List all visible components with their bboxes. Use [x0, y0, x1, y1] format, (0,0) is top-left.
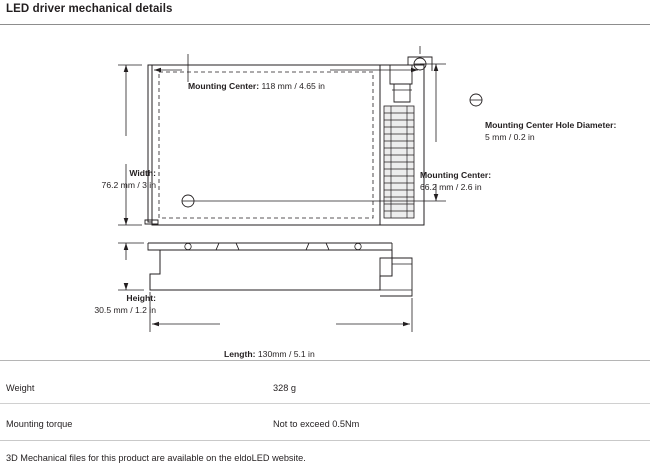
dim-label-hole-diameter — [485, 119, 616, 143]
side-view-hole-left — [185, 243, 191, 249]
mechanical-drawing — [0, 24, 650, 360]
dim-length — [150, 292, 412, 332]
dim-label-width — [100, 167, 156, 191]
dim-label-height-value: 30.5 mm / 1.2 in — [94, 305, 156, 315]
side-view-hole-right — [355, 243, 361, 249]
dim-label-mounting-center-top-value: 118 mm / 4.65 in — [261, 81, 325, 91]
dim-label-mounting-center-right-key: Mounting Center: — [420, 170, 492, 180]
dim-width — [118, 65, 142, 225]
dim-label-length — [224, 348, 315, 360]
dim-label-mounting-center-right — [420, 169, 491, 193]
spec-value: Not to exceed 0.5Nm — [273, 419, 360, 429]
dim-label-length-value: 130mm / 5.1 in — [257, 349, 315, 359]
dim-label-hole-diameter-key: Mounting Center Hole Diameter: — [485, 120, 617, 130]
dim-label-mounting-center-right-value: 66.2 mm / 2.6 in — [420, 182, 482, 192]
top-connector-neck — [394, 84, 410, 102]
side-view-boss-1 — [216, 243, 239, 250]
dim-label-hole-diameter-value: 5 mm / 0.2 in — [485, 132, 535, 142]
side-view-profile — [150, 250, 392, 290]
flange-left — [148, 65, 152, 222]
dim-label-height — [94, 292, 156, 316]
spec-table-top-divider — [0, 360, 650, 361]
spec-row-divider-1 — [0, 403, 650, 404]
footnote: 3D Mechanical files for this product are available on the eldoLED website. — [6, 453, 306, 463]
spec-row-divider-2 — [0, 440, 650, 441]
spec-key: Mounting torque — [6, 419, 73, 429]
dim-label-length-key: Length: — [224, 349, 256, 359]
dim-label-mounting-center-top — [188, 80, 325, 92]
dim-label-width-key: Width: — [129, 168, 156, 178]
dim-height — [118, 243, 144, 290]
dim-label-mounting-center-top-key: Mounting Center: — [188, 81, 260, 91]
top-connector — [390, 65, 412, 84]
dim-label-width-value: 76.2 mm / 3 in — [101, 180, 156, 190]
dim-label-height-key: Height: — [126, 293, 156, 303]
spec-key: Weight — [6, 383, 35, 393]
side-view-boss-2 — [306, 243, 329, 250]
page-title: LED driver mechanical details — [6, 3, 173, 15]
spec-value: 328 g — [273, 383, 296, 393]
